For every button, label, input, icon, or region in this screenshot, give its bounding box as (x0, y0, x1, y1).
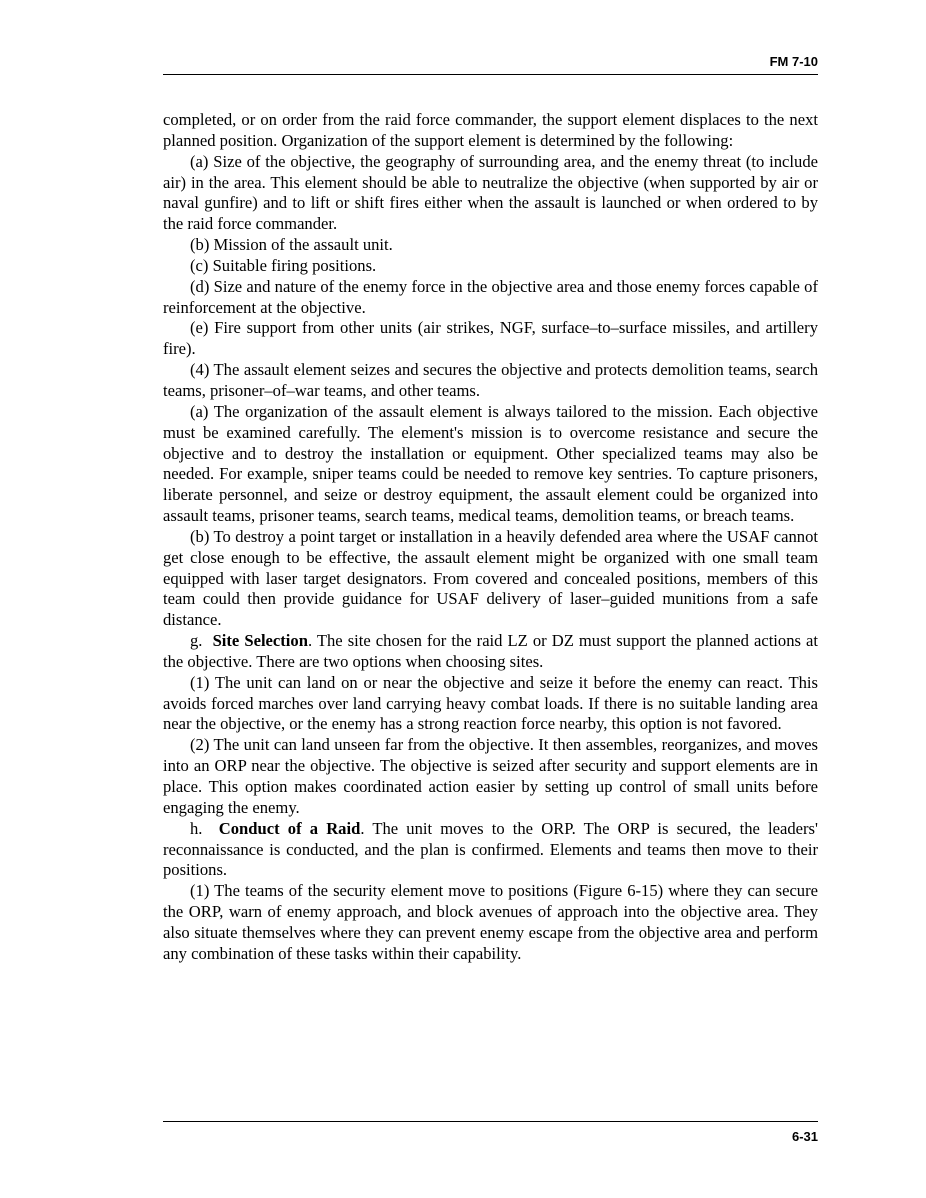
page-header (163, 52, 818, 75)
paragraph: completed, or on order from the raid force commander, the support element displaces to the next planned position. Organization of the support element is determined by the following: (163, 110, 818, 150)
body-text (163, 110, 818, 965)
paragraph: (b) Mission of the assault unit. (190, 235, 393, 255)
section-heading: Conduct of a Raid (218, 818, 361, 838)
section-text: . The site chosen for the raid LZ or DZ must support the planned actions at the objective. There are two options when choosing sites. (163, 631, 818, 671)
paragraph: (c) Suitable firing positions. (190, 255, 377, 275)
paragraph: (1) The teams of the security element move to positions (Figure 6-15) where they can secure the ORP, warn of enemy approach, and block avenues of approach into the objective area. They also situate themselves where they can prevent enemy escape from the objective area and perform any combination of these tasks within their capability. (163, 881, 818, 963)
page-number: 6-31 (791, 1129, 818, 1144)
section-paragraph-site-selection (163, 631, 818, 673)
paragraph: (a) The organization of the assault element is always tailored to the mission. Each objective must be examined carefully. The element's mission is to overcome resistance and secure the objective and to destroy the installation or equipment. Other specialized teams may also be needed. For example, sniper teams could be needed to remove key sentries. To capture prisoners, liberate personnel, and seize or destroy equipment, the assault element could be organized into assault teams, prisoner teams, search teams, medical teams, demolition teams, or breach teams. (163, 401, 818, 526)
paragraph: (4) The assault element seizes and secures the objective and protects demolition teams, search teams, prisoner–of–war teams, and other teams. (163, 360, 818, 400)
paragraph: (b) To destroy a point target or installation in a heavily defended area where the USAF cannot get close enough to be effective, the assault element might be organized with one small team equipped with laser target designators. From covered and concealed positions, members of this team could then provide guidance for USAF delivery of laser–guided munitions from a safe distance. (163, 526, 818, 630)
paragraph: (2) The unit can land unseen far from the objective. It then assembles, reorganizes, and moves into an ORP near the objective. The objective is seized after security and support elements are in place. This option makes coordinated action easier by setting up control of small units before engaging the enemy. (163, 735, 818, 817)
paragraph: (1) The unit can land on or near the objective and seize it before the enemy can react. This avoids forced marches over land carrying heavy combat loads. If there is no suitable landing area near the objective, or the enemy has a strong reaction force nearby, this option is not favored. (163, 672, 818, 734)
section-paragraph-conduct-of-raid (163, 819, 818, 882)
section-text: . The unit moves to the ORP. The ORP is secured, the leaders' reconnaissance is conducted, and the plan is confirmed. Elements and teams then move to their positions. (163, 818, 819, 880)
section-heading: Site Selection (212, 631, 308, 651)
page-footer (163, 1121, 818, 1146)
section-label: h. (190, 818, 203, 838)
paragraph: (a) Size of the objective, the geography of surrounding area, and the enemy threat (to include air) in the area. This element should be able to neutralize the objective (when supported by air or naval gunfire) and to lift or shift fires either when the assault is launched or when ordered to by the raid force commander. (163, 151, 818, 234)
paragraph: (e) Fire support from other units (air strikes, NGF, surface–to–surface missiles, and artillery fire). (163, 318, 818, 359)
paragraph: (d) Size and nature of the enemy force in the objective area and those enemy forces capable of reinforcement at the objective. (163, 276, 818, 317)
document-id: FM 7-10 (769, 54, 818, 69)
section-label: g. (190, 631, 203, 651)
